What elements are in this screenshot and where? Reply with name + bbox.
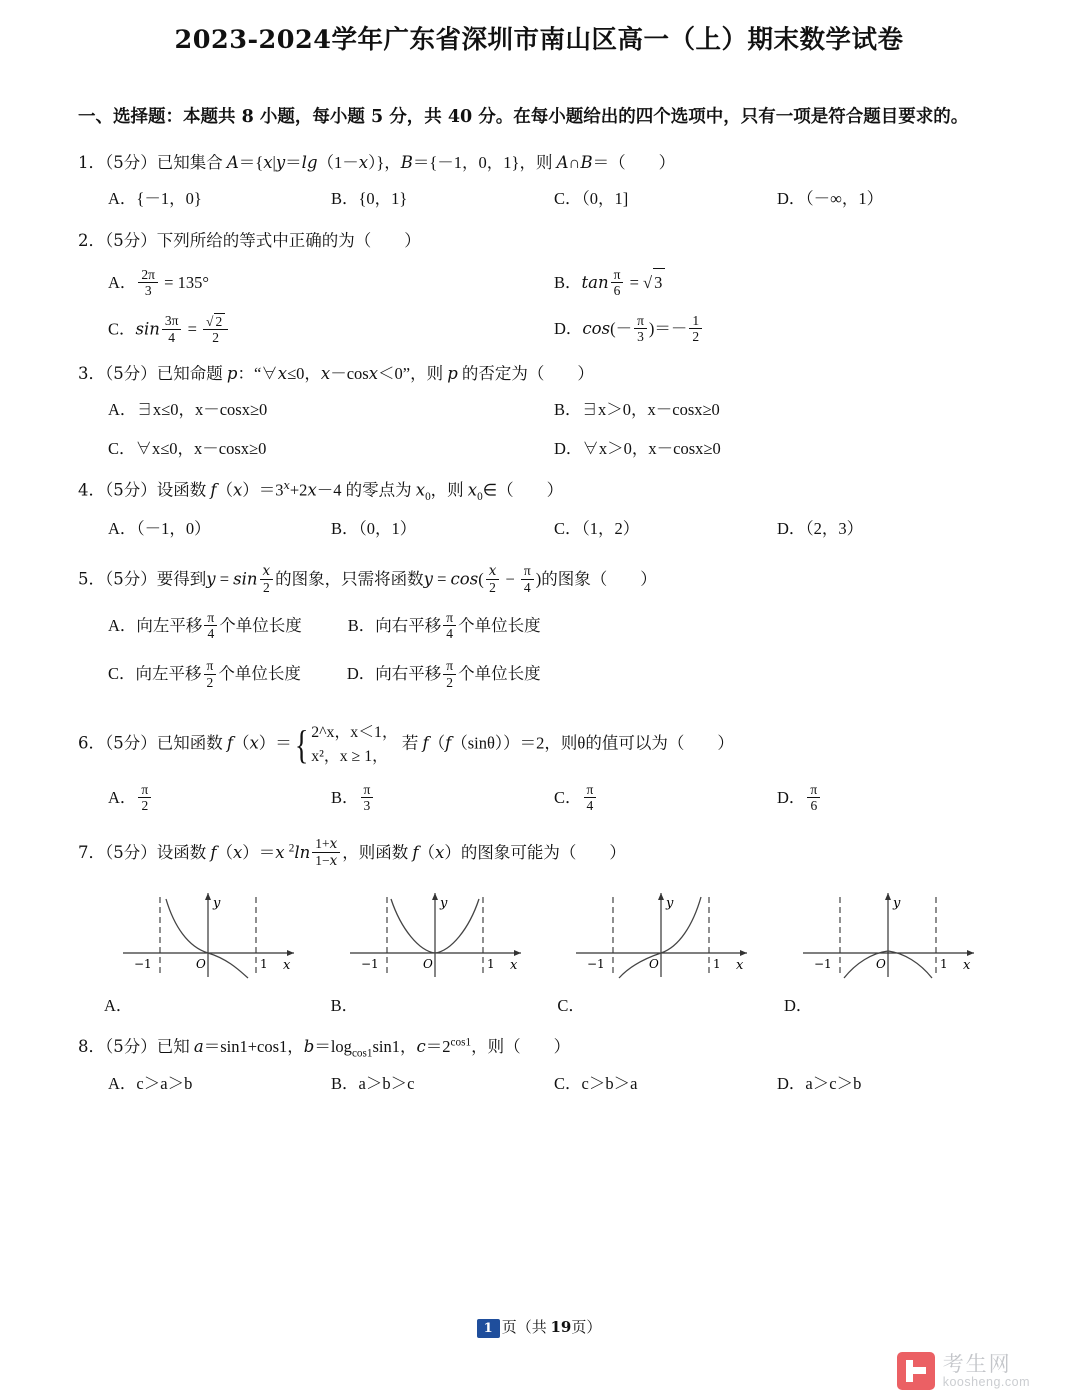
watermark-en: koosheng.com xyxy=(942,1374,1030,1389)
graph-b-svg xyxy=(325,881,547,986)
svg-text:O: O xyxy=(649,956,660,971)
option-d[interactable]: D． $\frac{\pi}{6}$ xyxy=(777,783,1000,815)
svg-text:O: O xyxy=(875,956,886,971)
question-4-options xyxy=(78,515,1000,544)
graph-d-svg xyxy=(778,881,1000,986)
question-8 xyxy=(78,1033,1000,1100)
question-1-stem: 1．（5分）已知集合 A＝{x|y＝lg（1－x）}，B＝{－1，0，1}，则 A∩B＝（ ） xyxy=(78,152,676,172)
option-b[interactable]: B．∃x＞0，x－cosx≥0 xyxy=(554,399,720,419)
option-a[interactable]: A．c＞a＞b xyxy=(108,1074,193,1094)
option-a[interactable]: A． $\frac{\pi}{2}$ xyxy=(108,783,331,815)
option-d[interactable]: D．向右平移 $\frac{\pi}{2}$ 个单位长度 xyxy=(346,657,541,690)
question-2-options-row1 xyxy=(78,268,1000,300)
piecewise-brace: { 2^x，x＜1， x²，x ≥ 1， xyxy=(294,721,398,767)
graph-a-svg xyxy=(98,881,320,986)
question-1-options xyxy=(78,185,1000,214)
question-3-options-row1 xyxy=(78,396,1000,425)
question-2-stem: 2．（5分）下列所给的等式中正确的为（ ） xyxy=(78,230,421,250)
question-7-stem: 7．（5分）设函数 f（x）＝x $^2$ln $\frac{1+x}{1-x}$ ，则函数 f（x）的图象可能为（ ） xyxy=(78,835,626,870)
option-b[interactable]: B．（0，1） xyxy=(331,518,417,538)
option-b[interactable]: B．tan $\frac{\pi}{6}$ = √ 3 xyxy=(554,268,1000,300)
svg-text:−1: −1 xyxy=(360,956,379,971)
page-number-badge: 1 xyxy=(477,1319,500,1338)
graph-d-label: D． xyxy=(783,995,813,1015)
graph-option-c[interactable] xyxy=(551,881,773,1021)
graph-b-label: B． xyxy=(330,995,359,1015)
page-footer xyxy=(0,1316,1078,1338)
svg-text:1: 1 xyxy=(713,956,721,971)
svg-text:x: x xyxy=(509,957,517,973)
question-6-stem-suffix: 若 f（f（sinθ））＝2，则θ的值可以为（ ） xyxy=(401,733,734,753)
question-7 xyxy=(78,837,1000,1021)
question-2-options-row2 xyxy=(78,314,1000,347)
svg-text:O: O xyxy=(196,956,206,971)
svg-text:x: x xyxy=(283,957,291,973)
watermark xyxy=(897,1352,1030,1390)
question-6-stem: 6．（5分）已知函数 f（x）＝ { 2^x，x＜1， x²，x ≥ 1， 若 f（f（sinθ））＝2，则θ的值可以为（ ） xyxy=(78,721,734,767)
graph-c-label: C． xyxy=(557,995,585,1015)
option-c[interactable]: C．∀x≤0，x－cosx≥0 xyxy=(108,438,267,458)
option-a[interactable]: A．{－1，0} xyxy=(108,188,202,208)
watermark-cn: 考生网 xyxy=(942,1351,1012,1376)
option-b[interactable]: B． $\frac{\pi}{3}$ xyxy=(331,783,554,815)
question-4-stem: 4．（5分）设函数 $f(x)=3^x+2x-4$ 的零点为 $x_0$，则 $x_0\in$（ ） xyxy=(78,479,564,504)
question-3 xyxy=(78,360,1000,464)
question-1 xyxy=(78,149,1000,214)
option-a[interactable]: A．（－1，0） xyxy=(108,518,211,538)
footer-total: 19 xyxy=(550,1318,572,1336)
svg-text:−1: −1 xyxy=(813,956,832,971)
question-5-options-row2 xyxy=(78,659,1000,691)
option-d[interactable]: D．cos(－ $\frac{\pi}{3}$ )＝－ $\frac{1}{2}$ xyxy=(554,314,1000,347)
svg-text:y: y xyxy=(892,895,901,911)
svg-text:y: y xyxy=(213,895,221,911)
section-heading: 一、选择题：本题共 8 小题，每小题 5 分，共 40 分。在每小题给出的四个选项中，只有一项是符合题目要求的。 xyxy=(78,107,969,127)
option-c[interactable]: C． $\frac{\pi}{4}$ xyxy=(554,783,777,815)
graph-option-d[interactable] xyxy=(778,881,1000,1021)
option-b[interactable]: B．a＞b＞c xyxy=(331,1074,415,1094)
svg-text:O: O xyxy=(422,956,433,971)
question-6 xyxy=(78,721,1000,815)
question-3-options-row2 xyxy=(78,435,1000,464)
option-a[interactable]: A． $\frac{2\pi}{3}$ = 135° xyxy=(108,266,209,299)
question-7-graphs xyxy=(78,881,1000,1021)
graph-c-svg xyxy=(551,881,773,986)
question-3-stem: 3．（5分）已知命题 p：“∀x≤0，x－cosx＜0”，则 p 的否定为（ ） xyxy=(78,363,594,383)
graph-option-a[interactable] xyxy=(98,881,320,1021)
question-6-options xyxy=(78,783,1000,815)
option-d[interactable]: D．（2，3） xyxy=(777,518,864,538)
option-c[interactable]: C．向左平移 $\frac{\pi}{2}$ 个单位长度 xyxy=(108,657,301,690)
question-8-options xyxy=(78,1070,1000,1099)
svg-text:x: x xyxy=(736,957,744,973)
question-4 xyxy=(78,476,1000,543)
option-d[interactable]: D．∀x＞0，x－cosx≥0 xyxy=(554,438,721,458)
option-c[interactable]: C．（1，2） xyxy=(554,518,640,538)
graph-option-b[interactable] xyxy=(325,881,547,1021)
option-b[interactable]: B．向右平移 $\frac{\pi}{4}$ 个单位长度 xyxy=(347,609,541,642)
footer-suffix: 页） xyxy=(571,1320,602,1336)
svg-text:1: 1 xyxy=(939,956,948,971)
svg-text:y: y xyxy=(439,895,448,911)
option-a[interactable]: A．向左平移 $\frac{\pi}{4}$ 个单位长度 xyxy=(108,609,302,642)
option-c[interactable]: C．sin $\frac{3\pi}{4}$ = $\frac{√ 2}{2}$ xyxy=(108,314,554,347)
svg-text:x: x xyxy=(962,957,971,973)
graph-a-label: A． xyxy=(104,995,133,1015)
svg-text:1: 1 xyxy=(486,956,495,971)
option-c[interactable]: C．（0，1] xyxy=(554,188,629,208)
question-2 xyxy=(78,227,1000,347)
svg-text:1: 1 xyxy=(260,956,268,971)
option-c[interactable]: C．c＞b＞a xyxy=(554,1074,638,1094)
option-a[interactable]: A．∃x≤0，x－cosx≥0 xyxy=(108,399,268,419)
watermark-logo-icon xyxy=(897,1352,935,1390)
svg-text:−1: −1 xyxy=(587,956,606,971)
option-d[interactable]: D．（－∞，1） xyxy=(777,188,884,208)
watermark-text xyxy=(943,1353,1030,1390)
footer-prefix: 页（共 xyxy=(501,1320,551,1336)
svg-text:−1: −1 xyxy=(134,956,152,971)
case-2: x²，x ≥ 1， xyxy=(311,747,388,765)
option-b[interactable]: B．{0，1} xyxy=(331,188,408,208)
option-d[interactable]: D．a＞c＞b xyxy=(777,1074,862,1094)
page-title: 2023-2024学年广东省深圳市南山区高一（上）期末数学试卷 xyxy=(174,25,904,55)
svg-text:y: y xyxy=(666,895,674,911)
case-1: 2^x，x＜1， xyxy=(311,724,398,742)
question-8-stem: 8．（5分）已知 a＝sin1+cos1，$b=\log_{cos1}\sin 1$，$c=2^{cos1}$，则（ ） xyxy=(78,1036,571,1059)
question-5-stem: 5．（5分）要得到y = sin $\frac{x}{2}$ 的图象，只需将函数y = cos( $\frac{x}{2}$ − $\frac{\pi}{4}$ )的图象（ ） xyxy=(78,562,657,596)
question-5-options-row1 xyxy=(78,611,1000,643)
question-5 xyxy=(78,564,1000,691)
